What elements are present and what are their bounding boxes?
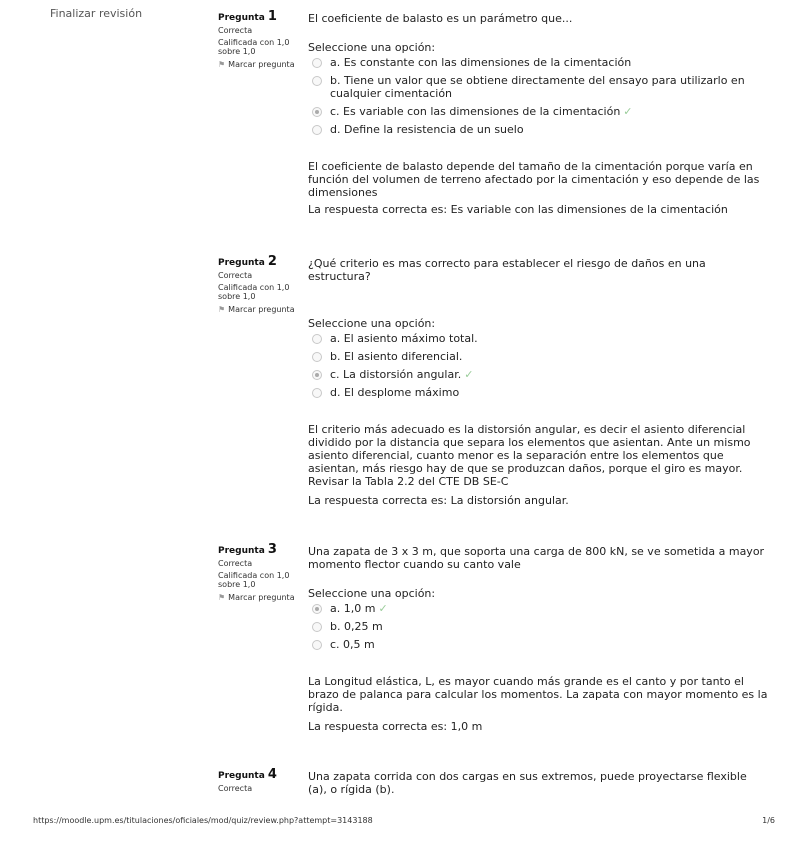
radio-button-selected[interactable] [312, 107, 322, 117]
option-a[interactable]: a. Es constante con las dimensiones de la cimentación [312, 56, 768, 69]
question-info [218, 9, 298, 69]
general-feedback: El criterio más adecuado es la distorsión angular, es decir el asiento diferencial dividido por la distancia que separa los elementos que asientan. Ante un mismo asiento diferencial, cuanto menor es la separación entre los elementos que asientan, más riesgo hay de que se produzcan daños, porque el giro es mayor. Revisar la Tabla 2.2 del CTE DB SE-C [308, 423, 751, 488]
radio-button[interactable] [312, 76, 322, 86]
radio-button-selected[interactable] [312, 604, 322, 614]
right-answer: La respuesta correcta es: La distorsión angular. [308, 494, 569, 507]
option-c[interactable]: c. La distorsión angular. ✓ [312, 368, 768, 381]
question-number: Pregunta 4 [218, 767, 277, 782]
radio-button[interactable] [312, 125, 322, 135]
radio-button[interactable] [312, 352, 322, 362]
option-c[interactable]: c. Es variable con las dimensiones de la cimentación ✓ [312, 105, 768, 118]
correct-check-icon: ✓ [623, 105, 633, 118]
question-text: Una zapata corrida con dos cargas en sus extremos, puede proyectarse flexible (a), o rígida (b). [308, 770, 747, 796]
option-b[interactable]: b. 0,25 m [312, 620, 768, 633]
option-d[interactable]: d. El desplome máximo [312, 386, 768, 399]
question-number: Pregunta 3 [218, 542, 277, 557]
question-state: Correcta [218, 784, 253, 793]
flag-icon: ⚑ [218, 593, 226, 602]
question-number: Pregunta 1 [218, 9, 277, 24]
option-a[interactable]: a. El asiento máximo total. [312, 332, 768, 345]
question-number: Pregunta 2 [218, 254, 277, 269]
radio-button[interactable] [312, 58, 322, 68]
option-b[interactable]: b. Tiene un valor que se obtiene directamente del ensayo para utilizarlo en cualquier cimentación [312, 74, 768, 100]
question-info [218, 254, 298, 314]
question-state: Correcta [218, 559, 253, 568]
question-state: Correcta [218, 26, 253, 35]
select-prompt: Seleccione una opción: [308, 41, 436, 54]
correct-check-icon: ✓ [378, 602, 388, 615]
option-b[interactable]: b. El asiento diferencial. [312, 350, 768, 363]
footer-url: https://moodle.upm.es/titulaciones/oficiales/mod/quiz/review.php?attempt=3143188 [33, 816, 373, 825]
radio-button-selected[interactable] [312, 370, 322, 380]
question-content [308, 12, 768, 216]
flag-question-button[interactable]: ⚑ Marcar pregunta [218, 593, 295, 602]
radio-button[interactable] [312, 388, 322, 398]
correct-check-icon: ✓ [464, 368, 474, 381]
general-feedback: El coeficiente de balasto depende del tamaño de la cimentación porque varía en función del volumen de terreno afectado por la cimentación y eso depende de las dimensiones [308, 160, 760, 199]
right-answer: La respuesta correcta es: 1,0 m [308, 720, 483, 733]
radio-button[interactable] [312, 640, 322, 650]
question-content [308, 545, 768, 733]
flag-icon: ⚑ [218, 305, 226, 314]
flag-question-button[interactable]: ⚑ Marcar pregunta [218, 60, 295, 69]
flag-question-button[interactable]: ⚑ Marcar pregunta [218, 305, 295, 314]
finalize-review-link[interactable]: Finalizar revisión [50, 7, 143, 20]
right-answer: La respuesta correcta es: Es variable con las dimensiones de la cimentación [308, 203, 728, 216]
option-a[interactable]: a. 1,0 m ✓ [312, 602, 768, 615]
question-grade: Calificada con 1,0 sobre 1,0 [218, 38, 290, 56]
question-text: ¿Qué criterio es mas correcto para establecer el riesgo de daños en una estructura? [308, 257, 706, 283]
option-d[interactable]: d. Define la resistencia de un suelo [312, 123, 768, 136]
general-feedback: La Longitud elástica, L, es mayor cuando más grande es el canto y por tanto el brazo de palanca para calcular los momentos. La zapata con mayor momento es la rígida. [308, 675, 768, 714]
footer-page-number: 1/6 [762, 816, 775, 825]
question-content [308, 770, 768, 812]
select-prompt: Seleccione una opción: [308, 587, 436, 600]
select-prompt: Seleccione una opción: [308, 317, 436, 330]
question-text: El coeficiente de balasto es un parámetro que... [308, 12, 573, 25]
question-info [218, 767, 298, 793]
radio-button[interactable] [312, 334, 322, 344]
option-c[interactable]: c. 0,5 m [312, 638, 768, 651]
radio-button[interactable] [312, 622, 322, 632]
question-grade: Calificada con 1,0 sobre 1,0 [218, 571, 290, 589]
question-state: Correcta [218, 271, 253, 280]
question-info [218, 542, 298, 602]
question-content [308, 257, 768, 507]
flag-icon: ⚑ [218, 60, 226, 69]
question-text: Una zapata de 3 x 3 m, que soporta una carga de 800 kN, se ve sometida a mayor momento flector cuando su canto vale [308, 545, 765, 571]
question-grade: Calificada con 1,0 sobre 1,0 [218, 283, 290, 301]
